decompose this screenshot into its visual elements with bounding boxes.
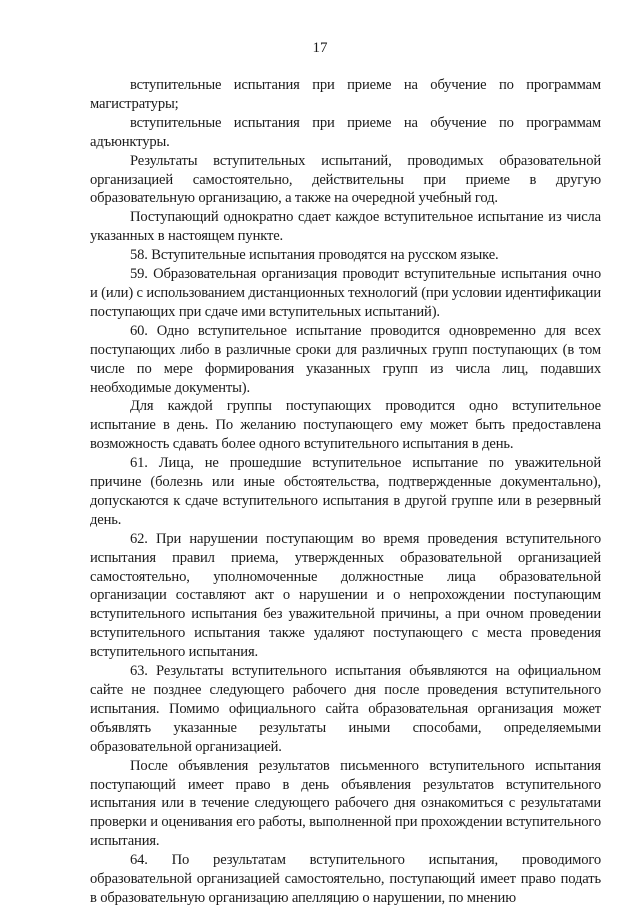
paragraph-64-appeal: 64. По результатам вступительного испытания, проводимого образовательной организацией самостоятельно, поступающий имеет право подать в образовательную организацию апелляцию о нарушении, по мнению <box>90 852 601 906</box>
paragraph-58-language: 58. Вступительные испытания проводятся на русском языке. <box>130 247 499 264</box>
paragraph-exam-results-validity: Результаты вступительных испытаний, проводимых образовательной организацией самостоятельно, действительны при приеме в другую образовательную организацию, а также на очередной учебный год. <box>90 152 601 207</box>
paragraph-59-exam-format: 59. Образовательная организация проводит вступительные испытания очно и (или) с использованием дистанционных технологий (при условии идентификации поступающих при сдаче ими вступительных испытаний). <box>90 266 601 320</box>
paragraph-61-missed-exam: 61. Лица, не прошедшие вступительное испытание по уважительной причине (болезнь или иные обстоятельства, подтвержденные документально), допускаются к сдаче вступительного испытания в другой группе или в резервный день. <box>90 455 601 528</box>
paragraph-62-rule-violation: 62. При нарушении поступающим во время проведения вступительного испытания правил приема, утвержденных образовательной организацией самостоятельно, уполномоченные должностные лица образовательной организации составляют акт о нарушении и о непрохождении поступающим вступительного испытания без уважительной причины, а при очном проведении вступительного испытания также удаляют поступающего с места проведения вступительного испытания. <box>90 530 601 661</box>
paragraph-results-review: После объявления результатов письменного вступительного испытания поступающий имеет право в день объявления результатов вступительного испытания или в течение следующего рабочего дня ознакомиться с результатами проверки и оценивания его работы, выполненной при прохождении вступительного испытания. <box>90 757 601 850</box>
document-body <box>90 76 601 908</box>
page-number: 17 <box>312 40 328 56</box>
paragraph-single-attempt: Поступающий однократно сдает каждое вступительное испытание из числа указанных в настоящем пункте. <box>90 209 601 245</box>
paragraph-63-results-announcement: 63. Результаты вступительного испытания объявляются на официальном сайте не позднее следующего рабочего дня после проведения вступительного испытания. Помимо официального сайта образовательная организация может объявлять указанные результаты иными способами, определяемыми образовательной организацией. <box>90 663 601 755</box>
paragraph-60-exam-schedule: 60. Одно вступительное испытание проводится одновременно для всех поступающих либо в различные сроки для различных групп поступающих (в том числе по мере формирования указанных групп из числа лиц, подавших необходимые документы). <box>90 322 601 396</box>
paragraph-adjunct-exams: вступительные испытания при приеме на обучение по программам адъюнктуры. <box>90 114 601 150</box>
paragraph-magistracy-exams: вступительные испытания при приеме на обучение по программам магистратуры; <box>90 77 601 112</box>
paragraph-one-exam-per-day: Для каждой группы поступающих проводится одно вступительное испытание в день. По желанию поступающего ему может быть предоставлена возможность сдавать более одного вступительного испытания в день. <box>90 398 601 453</box>
